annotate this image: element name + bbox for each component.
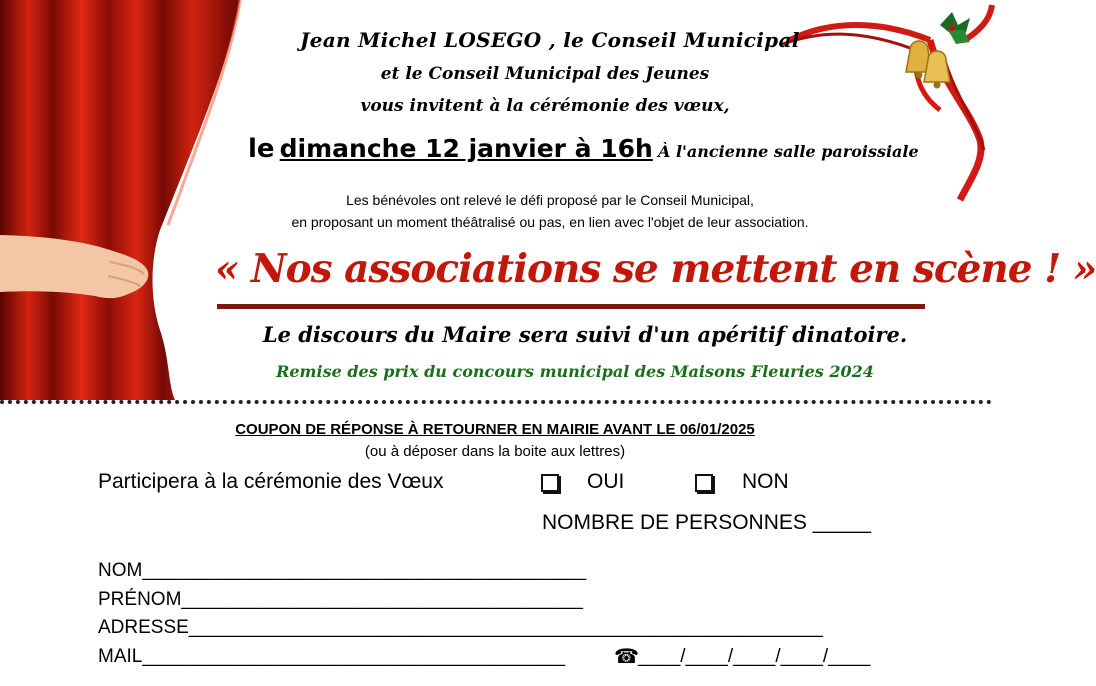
host-line-2: et le Conseil Municipal des Jeunes	[380, 64, 710, 84]
nom-field[interactable]: NOM__________________________________________	[98, 560, 587, 581]
host-line-1: Jean Michel LOSEGO , le Conseil Municipal	[300, 28, 800, 52]
benevoles-line-1: Les bénévoles ont relevé le défi proposé par le Conseil Municipal,	[346, 192, 754, 208]
prenom-field[interactable]: PRÉNOM______________________________________	[98, 589, 583, 610]
date-line	[248, 134, 919, 164]
oui-label: OUI	[587, 470, 625, 493]
host-line-3: vous invitent à la cérémonie des vœux,	[360, 96, 730, 116]
date-main: dimanche 12 janvier à 16h	[279, 134, 653, 163]
benevoles-line-2: en proposant un moment théâtralisé ou pas, en lien avec l'objet de leur association.	[291, 214, 809, 230]
event-theme-title: « Nos associations se mettent en scène ! »	[215, 246, 1096, 292]
cut-line-divider	[0, 400, 992, 404]
theater-curtain-illustration	[0, 0, 250, 400]
theme-underline-divider	[217, 304, 925, 309]
date-le: le	[248, 134, 275, 164]
nombre-personnes-field[interactable]: NOMBRE DE PERSONNES _____	[542, 511, 872, 534]
discours-line: Le discours du Maire sera suivi d'un apéritif dinatoire.	[262, 322, 908, 347]
christmas-ribbon-bells-illustration	[770, 0, 992, 210]
date-place: À l'ancienne salle paroissiale	[657, 142, 919, 161]
participate-label: Participera à la cérémonie des Vœux	[98, 470, 444, 493]
oui-checkbox[interactable]	[541, 474, 559, 492]
non-label: NON	[742, 470, 789, 493]
telephone-icon: ☎	[614, 644, 639, 668]
remise-prix-line: Remise des prix du concours municipal des Maisons Fleuries 2024	[276, 362, 874, 381]
mail-field[interactable]: MAIL________________________________________	[98, 646, 566, 667]
coupon-title: COUPON DE RÉPONSE À RETOURNER EN MAIRIE AVANT LE 06/01/2025	[235, 421, 755, 438]
adresse-field[interactable]: ADRESSE____________________________________________________________	[98, 617, 823, 638]
non-checkbox[interactable]	[695, 474, 713, 492]
phone-field[interactable]: ____/____/____/____/____	[638, 646, 871, 667]
coupon-subtitle: (ou à déposer dans la boite aux lettres)	[364, 443, 626, 460]
